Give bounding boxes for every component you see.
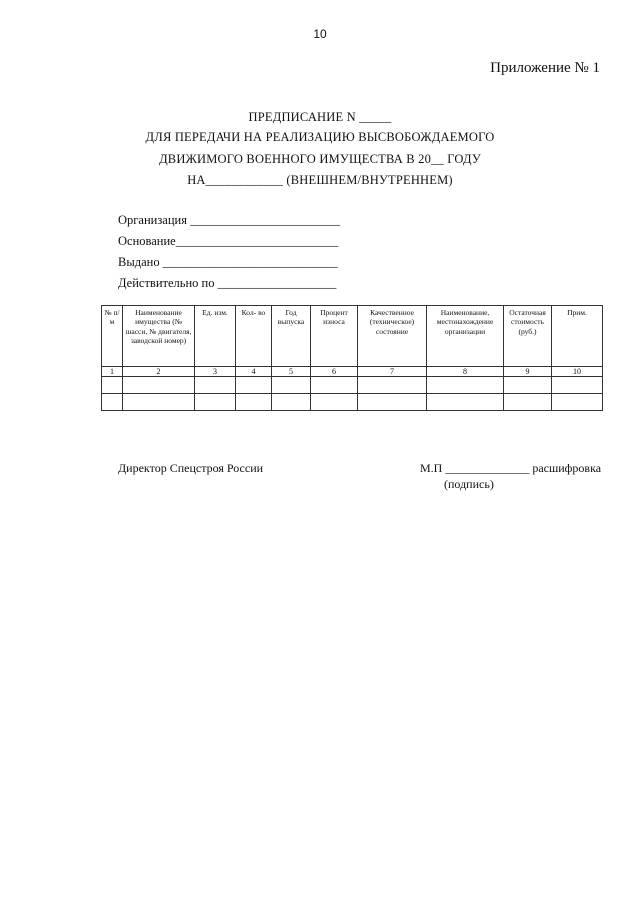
header-cell: Прим.: [552, 306, 603, 367]
table-cell: [195, 377, 236, 394]
table-cell: [427, 377, 504, 394]
table-cell: [552, 394, 603, 411]
column-number-cell: 4: [236, 367, 272, 377]
table-cell: [358, 377, 427, 394]
table-cell: [236, 377, 272, 394]
table-cell: [195, 394, 236, 411]
header-cell: Наименование имущества (№ шасси, № двигателя, заводской номер): [123, 306, 195, 367]
table-cell: [102, 377, 123, 394]
appendix-label: Приложение № 1: [490, 60, 600, 76]
column-number-cell: 6: [311, 367, 358, 377]
title-line-2: ДЛЯ ПЕРЕДАЧИ НА РЕАЛИЗАЦИЮ ВЫСВОБОЖДАЕМОГО: [145, 130, 495, 144]
header-cell: № п/м: [102, 306, 123, 367]
title-line-1: ПРЕДПИСАНИЕ N _____: [248, 110, 392, 124]
page-number: 10: [313, 27, 327, 41]
field-valid-until: Действительно по ___________________: [118, 276, 337, 290]
field-issued: Выдано ____________________________: [118, 255, 338, 269]
field-organization: Организация ________________________: [118, 213, 341, 227]
column-number-cell: 10: [552, 367, 603, 377]
table-cell: [504, 377, 552, 394]
field-basis: Основание__________________________: [118, 234, 339, 248]
signature-right: М.П ______________ расшифровка: [420, 461, 602, 475]
table-cell: [123, 394, 195, 411]
column-number-cell: 2: [123, 367, 195, 377]
title-line-3: ДВИЖИМОГО ВОЕННОГО ИМУЩЕСТВА В 20__ ГОДУ: [159, 152, 481, 166]
column-number-cell: 8: [427, 367, 504, 377]
table-row: [102, 377, 603, 394]
header-cell: Остаточная стоимость (руб.): [504, 306, 552, 367]
table-cell: [236, 394, 272, 411]
table-cell: [311, 377, 358, 394]
table-cell: [272, 394, 311, 411]
header-cell: Качественное (техническое) состояние: [358, 306, 427, 367]
table-row: [102, 394, 603, 411]
table-cell: [102, 394, 123, 411]
table-cell: [272, 377, 311, 394]
signature-left: Директор Спецстроя России: [118, 461, 264, 475]
table-cell: [552, 377, 603, 394]
property-table: [101, 305, 603, 411]
column-number-cell: 7: [358, 367, 427, 377]
table-header-row: [102, 306, 603, 367]
column-number-cell: 3: [195, 367, 236, 377]
column-number-row: [102, 367, 603, 377]
table-cell: [358, 394, 427, 411]
table-cell: [504, 394, 552, 411]
column-number-cell: 9: [504, 367, 552, 377]
table-cell: [427, 394, 504, 411]
header-cell: Кол- во: [236, 306, 272, 367]
table-cell: [123, 377, 195, 394]
title-line-4: НА____________ (ВНЕШНЕМ/ВНУТРЕННЕМ): [187, 173, 453, 187]
column-number-cell: 1: [102, 367, 123, 377]
header-cell: Процент износа: [311, 306, 358, 367]
header-cell: Год выпуска: [272, 306, 311, 367]
column-number-cell: 5: [272, 367, 311, 377]
table-cell: [311, 394, 358, 411]
signature-caption: (подпись): [444, 477, 494, 491]
header-cell: Ед. изм.: [195, 306, 236, 367]
header-cell: Наименование, местонахождение организации: [427, 306, 504, 367]
